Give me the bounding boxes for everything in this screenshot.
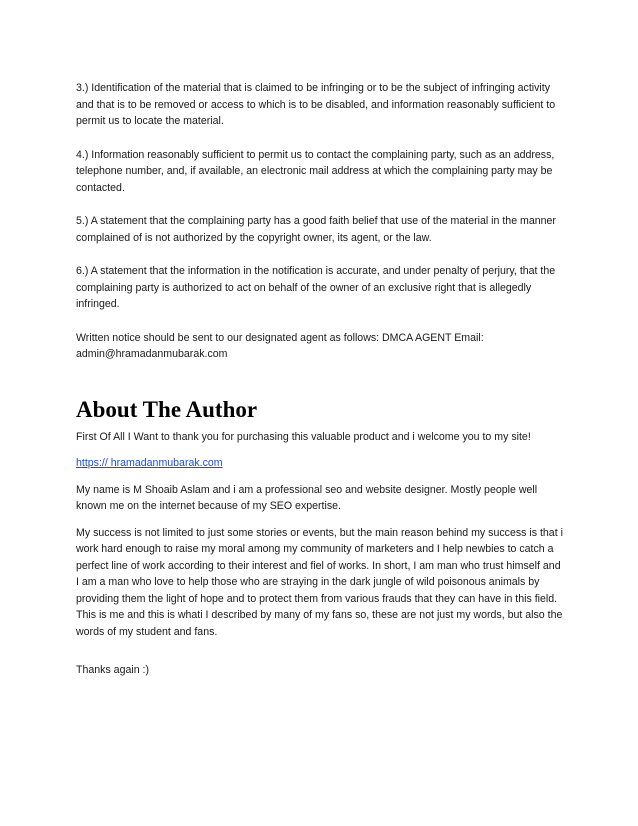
- page-content: [76, 80, 566, 679]
- about-author-heading: About The Author: [76, 396, 258, 422]
- dmca-notice-paragraph: Written notice should be sent to our designated agent as follows: DMCA AGENT Email: admin@hramadanmubarak.com: [76, 331, 484, 360]
- about-success-paragraph: My success is not limited to just some stories or events, but the main reason behind my success is that i work hard enough to raise my moral among my community of marketers and I help newbies to catch a perfect line of work according to their interest and fiel of works. In short, I am man who trust himself and I am a man who love to help those who are straying in the dark jungle of wild poisonous animals by providing them the light of hope and to protect them from various frauds that they can have in this field. This is me and this is whati I described by many of my fans so, these are not just my words, but also the words of my student and fans.: [76, 526, 563, 638]
- paragraph-item-4: 4.) Information reasonably sufficient to permit us to contact the complaining party, such as an address, telephone number, and, if available, an electronic mail address at which the complaining party may be contacted.: [76, 148, 555, 194]
- author-site-link[interactable]: https:// hramadanmubarak.com: [76, 457, 223, 469]
- paragraph-item-5: 5.) A statement that the complaining party has a good faith belief that use of the material in the manner complained of is not authorized by the copyright owner, its agent, or the law.: [76, 215, 556, 244]
- about-bio-paragraph: My name is M Shoaib Aslam and i am a professional seo and website designer. Mostly people well known me on the internet because of my SEO expertise.: [76, 483, 538, 512]
- paragraph-item-6: 6.) A statement that the information in the notification is accurate, and under penalty of perjury, that the complaining party is authorized to act on behalf of the owner of an exclusive right that is allegedly infringed.: [76, 265, 556, 310]
- thanks-paragraph: Thanks again :): [76, 664, 150, 676]
- paragraph-item-3: 3.) Identification of the material that is claimed to be infringing or to be the subject of infringing activity and that is to be removed or access to which is to be disabled, and information reasonably sufficient to permit us to locate the material.: [76, 82, 556, 127]
- about-intro-paragraph: First Of All I Want to thank you for purchasing this valuable product and i welcome you to my site!: [76, 430, 531, 443]
